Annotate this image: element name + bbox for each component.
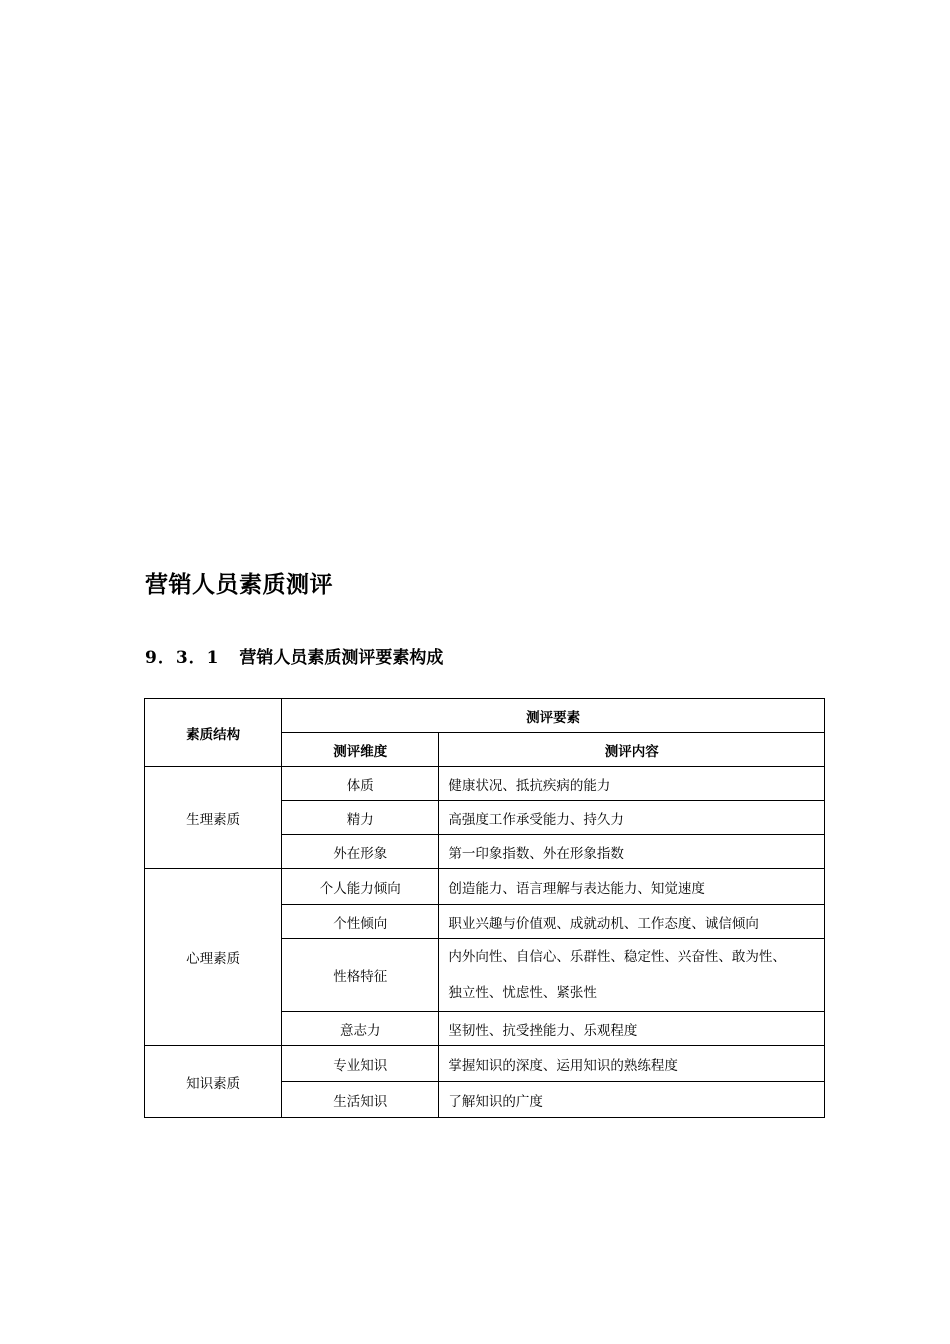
dimension-cell: 体质 (282, 767, 439, 801)
header-structure: 素质结构 (145, 699, 282, 767)
dimension-cell: 性格特征 (282, 939, 439, 1012)
content-cell (439, 939, 825, 1012)
section-heading (145, 643, 443, 668)
header-content: 测评内容 (439, 733, 825, 767)
content-cell: 高强度工作承受能力、持久力 (439, 801, 825, 835)
group-knowledge: 知识素质 (145, 1046, 282, 1118)
content-line: 独立性、忧虑性、紧张性 (448, 985, 597, 1001)
header-dimension: 测评维度 (282, 733, 439, 767)
page-title: 营销人员素质测评 (145, 571, 333, 598)
content-cell: 健康状况、抵抗疾病的能力 (439, 767, 825, 801)
dimension-cell: 个性倾向 (282, 905, 439, 939)
dimension-cell: 专业知识 (282, 1046, 439, 1082)
assessment-elements-table (144, 698, 825, 1118)
dimension-cell: 个人能力倾向 (282, 869, 439, 905)
content-cell: 掌握知识的深度、运用知识的熟练程度 (439, 1046, 825, 1082)
header-elements: 测评要素 (282, 699, 825, 733)
group-psychological: 心理素质 (145, 869, 282, 1046)
content-cell: 第一印象指数、外在形象指数 (439, 835, 825, 869)
content-line: 内外向性、自信心、乐群性、稳定性、兴奋性、敢为性、 (448, 949, 786, 965)
section-number: 9．3．1 (145, 648, 220, 668)
table-row (145, 869, 825, 905)
dimension-cell: 外在形象 (282, 835, 439, 869)
table-row (145, 767, 825, 801)
content-cell: 了解知识的广度 (439, 1082, 825, 1118)
dimension-cell: 意志力 (282, 1012, 439, 1046)
table-row (145, 1046, 825, 1082)
content-cell: 职业兴趣与价值观、成就动机、工作态度、诚信倾向 (439, 905, 825, 939)
content-cell: 坚韧性、抗受挫能力、乐观程度 (439, 1012, 825, 1046)
table-header-row (145, 699, 825, 733)
dimension-cell: 生活知识 (282, 1082, 439, 1118)
content-cell: 创造能力、语言理解与表达能力、知觉速度 (439, 869, 825, 905)
section-title: 营销人员素质测评要素构成 (239, 648, 444, 668)
dimension-cell: 精力 (282, 801, 439, 835)
group-physiological: 生理素质 (145, 767, 282, 869)
